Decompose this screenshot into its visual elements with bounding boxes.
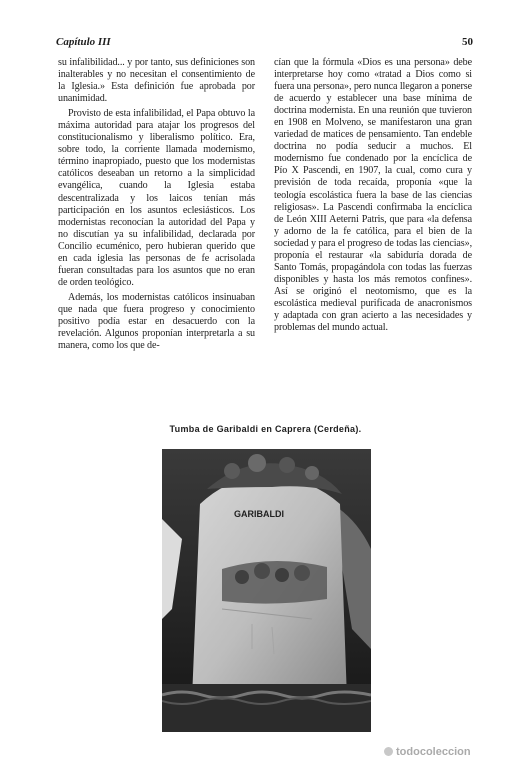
plaque-inscription: GARIBALDI (234, 509, 284, 519)
watermark (384, 746, 524, 762)
paragraph: su infalibilidad... y por tanto, sus definiciones son inalterables y no necesitan el consentimiento de la Iglesia.» Esta definición fue aprobada por unanimidad. (58, 57, 255, 105)
paragraph: Provisto de esta infalibilidad, el Papa obtuvo la máxima autoridad para atajar los progresos del constitucionalismo y liberalismo político. Era, sobre todo, la corriente llamada modernismo, término inapropiado, puesto que los modernistas católicos deseaban un retorno a la simplicidad evangélica, cuando la Iglesia estaba descentralizada y los laicos tenían más participación en los asuntos eclesiásticos. Los modernistas reconocían la autoridad del Papa y no discutían ya su infalibilidad, declarada por Concilio ecuménico, pero hubieran querido que en cada iglesia las personas de fe acrisolada fueran consultadas para los asuntos que no eran de orden teológico. (58, 108, 255, 288)
paragraph: Además, los modernistas católicos insinuaban que nada que fuera progreso y conocimiento positivo podía estar en desacuerdo con la revelación. Algunos proponían interpretarla a su manera, como los que de- (58, 291, 255, 352)
page-header (56, 36, 473, 52)
watermark-logo-icon (384, 747, 393, 756)
chapter-title: Capítulo III (56, 36, 111, 48)
text-column-right (274, 57, 472, 334)
paragraph: cían que la fórmula «Dios es una persona» debe interpretarse hoy como «tratad a Dios como si fuera una persona», pero nunca llegaron a ponerse de acuerdo y establecer una base mínima de doctrina modernista. En una reunión que tuvieron en 1908 en Molveno, se manifestaron una gran variedad de matices de pensamiento. Tan endeble doctrina no podía seducir a muchos. El modernismo fue condenado por la encíclica de Pío X Pascendi, en 1907, la cual, como cura y previsión de toda recaída, proponía «que la teología escolástica fuera la base de las ciencias religiosas». La Pascendi confirmaba la encíclica de León XIII Aeterni Patris, que para «la defensa y adorno de la fe católica, para el bien de la sociedad y para el progreso de todas las ciencias», proponía el restaurar «la sabiduría dorada de Santo Tomás, propagándola con todas las fuerzas disponibles y hasta los más remotos confines». Así se originó el neotomismo, que es la escolástica medieval purificada de anacronismos y adaptada con gran acierto a las necesidades y problemas del mundo actual. (274, 57, 473, 334)
page-number: 50 (462, 36, 473, 48)
text-column-left (58, 57, 255, 352)
garibaldi-tomb-photo (162, 449, 371, 732)
figure-caption: Tumba de Garibaldi en Caprera (Cerdeña). (169, 424, 362, 434)
watermark-text: todocoleccion (396, 746, 471, 758)
tomb-illustration (162, 449, 371, 732)
